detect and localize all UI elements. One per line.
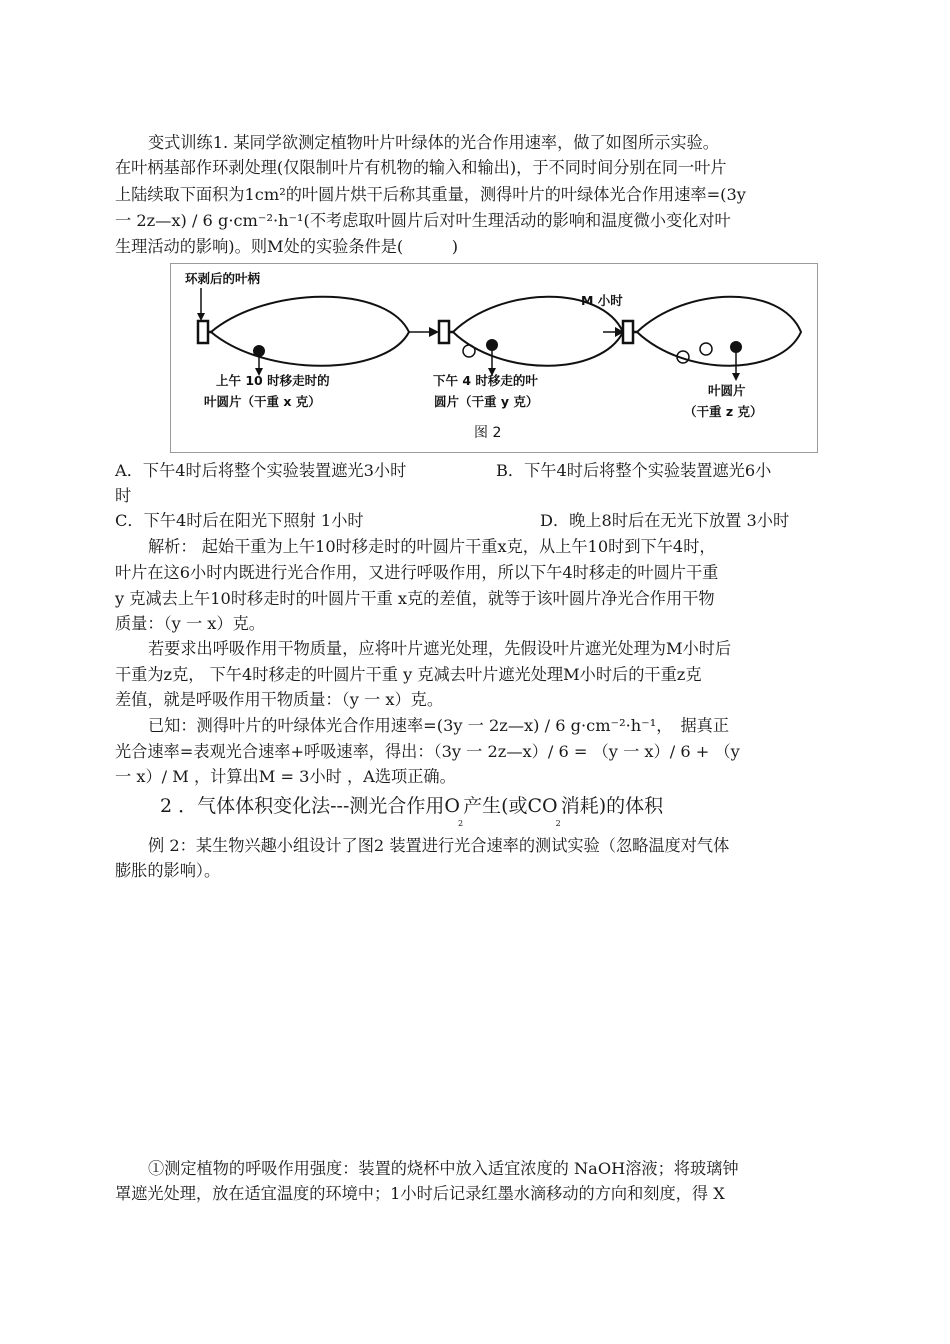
heading-sub1: 2 [457,819,464,828]
label-disc-z-1: 叶圆片 [708,383,746,398]
heading-part2: 产生(或 [463,795,528,817]
label-disc-x-1: 上午 10 时移走时的 [216,373,330,388]
leaf-diagram [171,264,817,452]
para1-line3: 上陆续取下面积为1cm²的叶圆片烘干后称其重量，测得叶片的叶绿体光合作用速率=(3y [115,185,746,204]
label-disc-y-2: 圆片（干重 y 克） [434,394,539,409]
label-disc-z-2: （干重 z 克） [684,404,763,419]
heading-part3: 消耗)的体积 [560,795,664,817]
analysis-line7: 差值，就是呼吸作用干物质量：（y 一 x）克。 [115,690,444,709]
heading-sub2: 2 [555,819,561,828]
step1-line2: 罩遮光处理，放在适宜温度的环境中；1小时后记录红墨水滴移动的方向和刻度，得 X [115,1184,725,1203]
example-line2: 膨胀的影响）。 [115,861,221,880]
heading-o2: O [444,795,460,817]
option-b: B．下午4时后将整个实验装置遮光6小 [496,461,772,480]
leaf-hole-3 [700,343,712,355]
label-ringed-petiole: 环剥后的叶柄 [185,271,261,286]
para1-line2: 在叶柄基部作环剥处理(仅限制叶片有机物的输入和输出)，于不同时间分别在同一叶片 [115,158,727,177]
figure-caption: 图 2 [474,425,502,441]
example-line1: 例 2：某生物兴趣小组设计了图2 装置进行光合速率的测试实验（忽略温度对气体 [148,836,730,855]
arrow-right-icon [429,327,439,337]
analysis-line8: 已知：测得叶片的叶绿体光合作用速率=(3y 一 2z—x) / 6 g·cm⁻²·h⁻¹， 据真正 [148,716,730,735]
para1-line5: 生理活动的影响)。则M处的实验条件是( ) [115,237,459,256]
step1-line1: ①测定植物的呼吸作用强度：装置的烧杯中放入适宜浓度的 NaOH溶液；将玻璃钟 [148,1159,739,1178]
para1-line1: 变式训练1. 某同学欲测定植物叶片叶绿体的光合作用速率，做了如图所示实验。 [148,133,719,152]
leaf-hole-1 [463,345,475,357]
petiole-3 [623,321,633,343]
analysis-line3: y 克减去上午10时移走时的叶圆片干重 x克的差值，就等于该叶圆片净光合作用干物 [115,589,715,608]
leaf-disc-y [486,339,498,351]
label-m-hours: M 小时 [581,293,623,308]
analysis-line2: 叶片在这6小时内既进行光合作用，又进行呼吸作用，所以下午4时移走的叶圆片干重 [115,563,719,582]
analysis-line1: 解析： 起始干重为上午10时移走时的叶圆片干重x克，从上午10时到下午4时， [148,537,716,556]
label-disc-y-1: 下午 4 时移走的叶 [433,373,538,388]
analysis-line9: 光合速率=表观光合速率+呼吸速率，得出：（3y 一 2z—x）/ 6 = （y 一 x）/ 6 + （y [115,742,740,761]
option-b-continued: 时 [115,486,132,505]
leaf-disc-x [253,345,265,357]
option-a: A．下午4时后将整个实验装置遮光3小时 [115,461,407,480]
analysis-line5: 若要求出呼吸作用干物质量，应将叶片遮光处理，先假设叶片遮光处理为M小时后 [148,639,732,658]
heading-part1: 2 ．气体体积变化法---测光合作用 [160,795,445,817]
section-heading [160,792,664,828]
leaf-experiment-figure [170,263,818,453]
para1-line4: 一 2z—x) / 6 g·cm⁻²·h⁻¹(不考虑取叶圆片后对叶生理活动的影响和温度微小变化对叶 [115,211,731,230]
option-d: D．晚上8时后在无光下放置 3小时 [540,511,790,530]
analysis-line6: 干重为z克， 下午4时移走的叶圆片干重 y 克减去叶片遮光处理M小时后的干重z克 [115,665,702,684]
leaf-3 [637,297,801,366]
petiole-2 [439,321,449,343]
leaf-disc-z [730,341,742,353]
heading-co2: CO [527,795,558,817]
petiole-1 [198,321,208,343]
label-disc-x-2: 叶圆片（干重 x 克） [204,394,321,409]
analysis-line10: 一 x）/ M ，计算出M = 3小时 ，A选项正确。 [115,767,456,786]
leaf-1 [211,297,409,366]
option-c: C．下午4时后在阳光下照射 1小时 [115,511,364,530]
analysis-line4: 质量：（y 一 x）克。 [115,614,265,633]
